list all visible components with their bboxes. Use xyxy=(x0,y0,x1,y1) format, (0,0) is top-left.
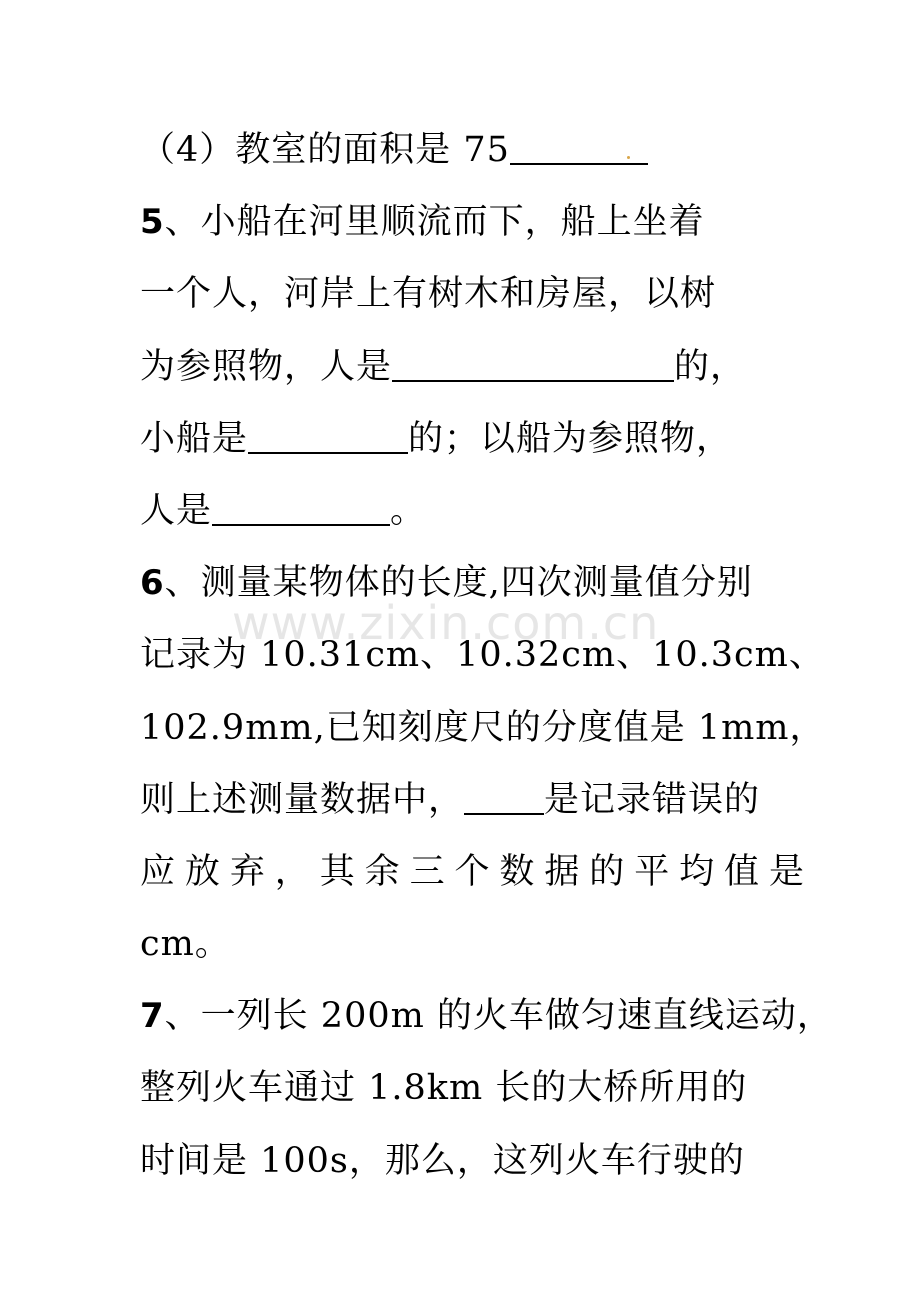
q6-text-3: 102.9mm,已知刻度尺的分度值是 1mm， xyxy=(140,707,826,748)
q5-text-1: 、小船在河里顺流而下，船上坐着 xyxy=(164,202,705,243)
answer-blank-area-unit[interactable] xyxy=(510,133,648,165)
line-8 xyxy=(140,619,840,691)
q5-text-2: 一个人，河岸上有树木和房屋，以树 xyxy=(140,274,717,315)
watermark-text: www.zixin.com.cn xyxy=(232,596,660,650)
q6-text-1: 、测量某物体的长度,四次测量值分别 xyxy=(164,563,753,604)
q7-text-1: 、一列长 200m 的火车做匀速直线运动， xyxy=(164,996,833,1037)
line-3 xyxy=(140,258,840,330)
line-6 xyxy=(140,475,840,547)
line-9 xyxy=(140,692,840,764)
q6-text-2: 记录为 10.31cm、10.32cm、10.3cm、 xyxy=(140,635,825,676)
q6-text-6: 应放弃，其余三个数据的平均值是 xyxy=(140,851,805,892)
question-number-5: 5 xyxy=(140,202,165,243)
question-page xyxy=(140,114,840,1197)
line-1 xyxy=(140,114,840,186)
line-10 xyxy=(140,764,840,836)
line-12 xyxy=(140,908,840,980)
q4-text: （4）教室的面积是 75 xyxy=(140,130,510,170)
q5-text-7: 人是 xyxy=(140,490,213,531)
question-number-6: 6 xyxy=(140,563,165,604)
q7-text-2: 整列火车通过 1.8km 长的大桥所用的 xyxy=(140,1068,748,1109)
line-14 xyxy=(140,1052,840,1124)
answer-blank-wrong-record[interactable] xyxy=(464,783,544,815)
q5-text-5: 小船是 xyxy=(140,418,249,459)
q6-text-4: 则上述测量数据中， xyxy=(140,779,465,820)
line-11 xyxy=(140,836,840,908)
answer-blank-boat[interactable] xyxy=(248,422,408,454)
line-2 xyxy=(140,186,840,258)
q5-text-6: 的；以船为参照物， xyxy=(408,418,733,459)
line-7 xyxy=(140,547,840,619)
q6-text-5: 是记录错误的 xyxy=(544,779,761,820)
answer-blank-person-boat[interactable] xyxy=(212,494,390,526)
q5-text-3: 为参照物，人是 xyxy=(140,346,393,387)
q6-text-7: cm。 xyxy=(140,924,231,965)
line-4 xyxy=(140,331,840,403)
line-13 xyxy=(140,980,840,1052)
question-number-7: 7 xyxy=(140,996,165,1037)
q7-text-3: 时间是 100s，那么，这列火车行驶的 xyxy=(140,1140,745,1181)
answer-blank-person-tree[interactable] xyxy=(392,350,674,382)
line-15 xyxy=(140,1125,840,1197)
q5-text-8: 。 xyxy=(390,490,427,531)
decorative-dot xyxy=(627,156,630,159)
q5-text-4: 的， xyxy=(674,346,747,387)
line-5 xyxy=(140,403,840,475)
